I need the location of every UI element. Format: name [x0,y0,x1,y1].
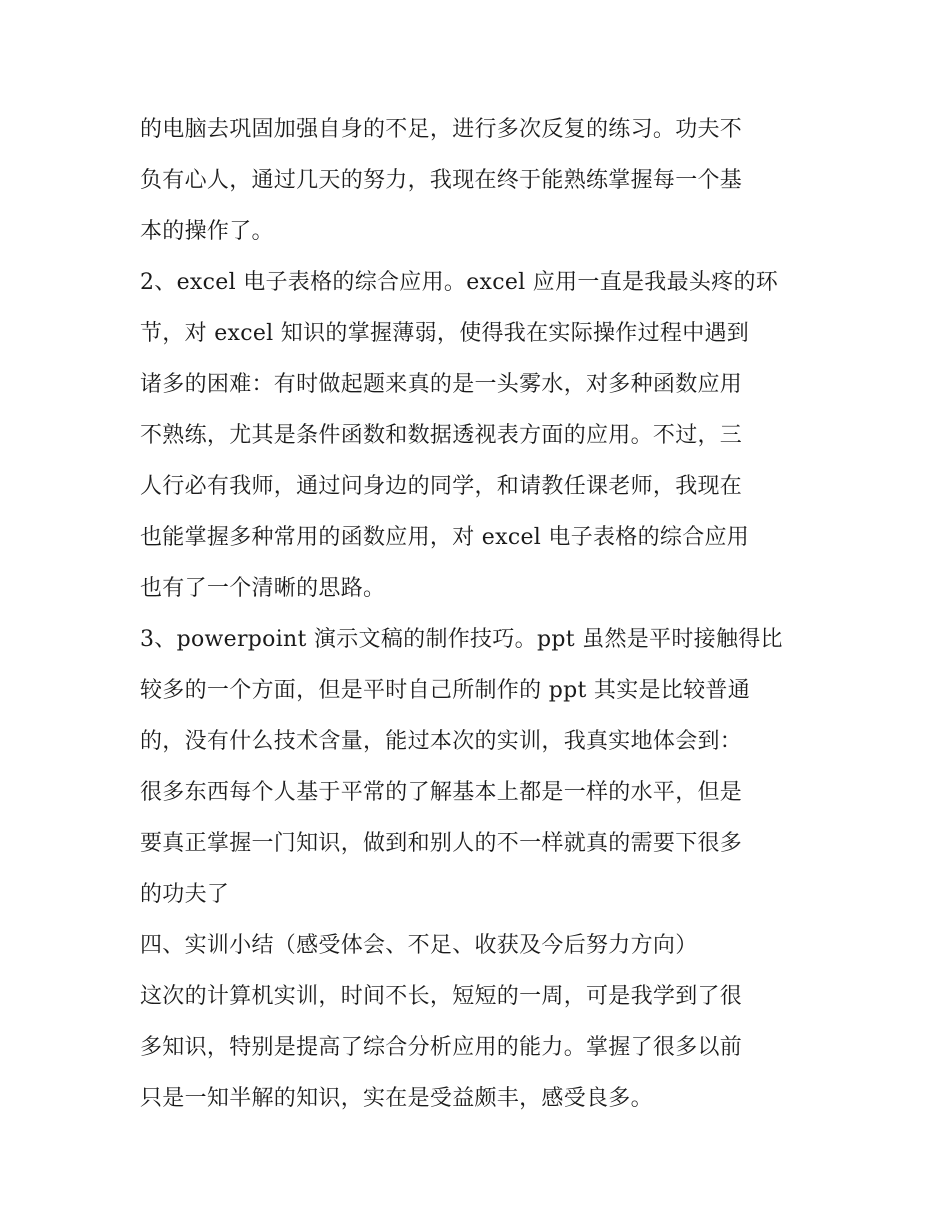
text-line: 负有心人，通过几天的努力，我现在终于能熟练掌握每一个基 [140,168,743,193]
text-line: 2、excel 电子表格的综合应用。excel 应用一直是我最头疼的环 [140,270,779,295]
text-line: 人行必有我师，通过问身边的同学，和请教任课老师，我现在 [140,474,743,499]
text-line: 较多的一个方面，但是平时自己所制作的 ppt 其实是比较普通 [140,678,750,703]
text-line: 3、powerpoint 演示文稿的制作技巧。ppt 虽然是平时接触得比 [140,627,783,652]
body-text [140,104,820,1124]
text-line: 只是一知半解的知识，实在是受益颇丰，感受良多。 [140,1086,653,1111]
text-line: 的，没有什么技术含量，能过本次的实训，我真实地体会到： [140,729,743,754]
text-line: 也能掌握多种常用的函数应用，对 excel 电子表格的综合应用 [140,525,750,550]
text-line: 要真正掌握一门知识，做到和别人的不一样就真的需要下很多 [140,831,743,856]
text-line: 的功夫了 [140,882,230,907]
text-line: 也有了一个清晰的思路。 [140,576,386,601]
text-line: 不熟练，尤其是条件函数和数据透视表方面的应用。不过，三 [140,423,743,448]
text-line: 很多东西每个人基于平常的了解基本上都是一样的水平，但是 [140,780,743,805]
text-line: 这次的计算机实训，时间不长，短短的一周，可是我学到了很 [140,984,743,1009]
section-heading: 四、实训小结（感受体会、不足、收获及今后努力方向） [140,933,698,958]
text-line: 本的操作了。 [140,219,274,244]
text-line: 诸多的困难：有时做起题来真的是一头雾水，对多种函数应用 [140,372,743,397]
text-line: 多知识，特别是提高了综合分析应用的能力。掌握了很多以前 [140,1035,743,1060]
text-line: 的电脑去巩固加强自身的不足，进行多次反复的练习。功夫不 [140,117,743,142]
text-line: 节，对 excel 知识的掌握薄弱，使得我在实际操作过程中遇到 [140,321,750,346]
